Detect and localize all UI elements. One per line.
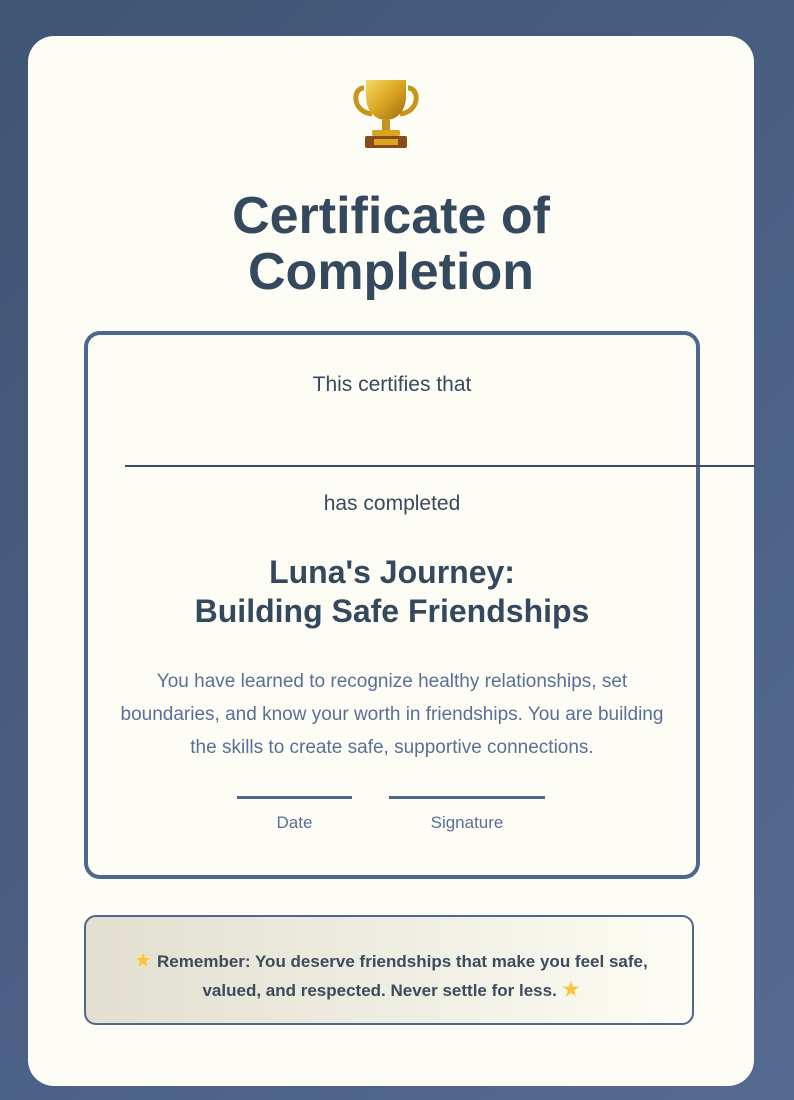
reminder-box [84,915,694,1025]
glowing-star-icon [562,980,580,998]
trophy-icon [350,76,422,152]
signature-line [389,796,545,799]
course-description: You have learned to recognize healthy relationships, set boundaries, and know your worth in friendships. You are building the skills to create safe, supportive connections. [120,671,664,758]
certifies-text: This certifies that [312,373,472,396]
signature-label: Signature [430,813,504,832]
reminder-text [116,947,666,1005]
completed-text: has completed [323,492,461,515]
date-line [237,796,352,799]
reminder-message: Remember: You deserve friendships that make you feel safe, valued, and respected. Never settle for less. [157,952,648,1000]
course-title [88,553,696,631]
title-line-1: Certificate of [232,187,550,245]
date-label: Date [276,813,313,832]
glowing-star-icon [134,951,152,969]
certificate-title [28,188,754,300]
title-line-2: Completion [248,243,534,301]
course-line-2: Building Safe Friendships [194,593,590,629]
recipient-name-line [125,465,755,467]
course-line-1: Luna's Journey: [269,554,515,590]
certificate-card [28,36,754,1086]
certificate-body [84,331,700,879]
